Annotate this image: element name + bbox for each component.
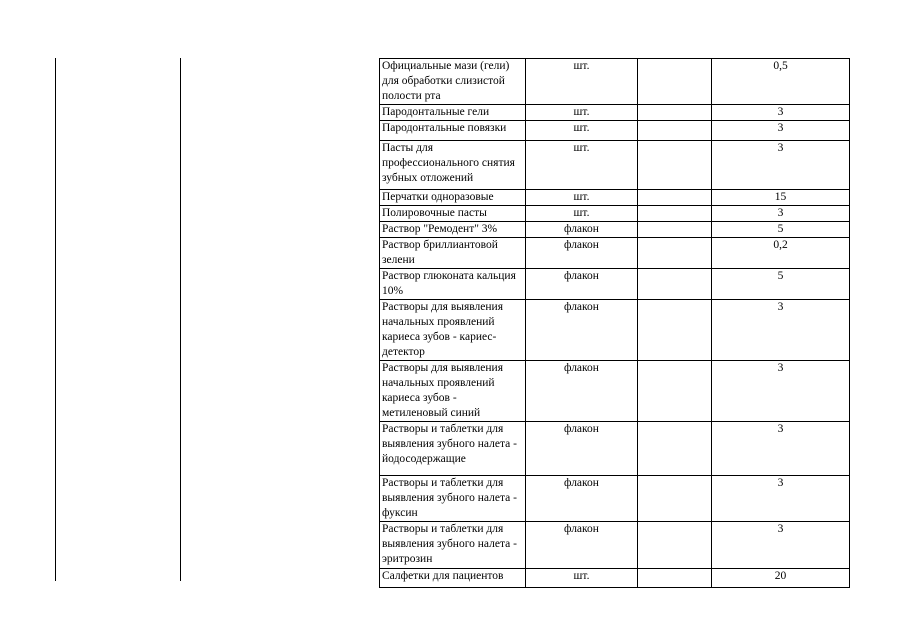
table-row [380,422,850,476]
table-row [380,269,850,300]
quantity-cell: 3 [712,476,850,522]
item-name-cell: Перчатки одноразовые [380,190,526,206]
empty-cell [638,59,712,105]
quantity-cell: 3 [712,141,850,190]
empty-cell [638,121,712,141]
quantity-cell: 5 [712,222,850,238]
empty-cell [638,238,712,269]
quantity-cell: 0,5 [712,59,850,105]
table-row [380,300,850,361]
table-row [380,238,850,269]
table-row [380,206,850,222]
item-name-cell: Растворы для выявления начальных проявлений кариеса зубов - метиленовый синий [380,361,526,422]
table-row [380,569,850,588]
unit-cell: флакон [526,422,638,476]
empty-cell [638,269,712,300]
item-name-cell: Растворы и таблетки для выявления зубного налета - эритрозин [380,522,526,569]
item-name-cell: Раствор "Ремодент" 3% [380,222,526,238]
empty-cell [638,522,712,569]
middle-column-border [180,58,181,581]
unit-cell: флакон [526,222,638,238]
quantity-cell: 0,2 [712,238,850,269]
table-row [380,190,850,206]
item-name-cell: Раствор бриллиантовой зелени [380,238,526,269]
empty-cell [638,300,712,361]
table-row [380,105,850,121]
empty-cell [638,422,712,476]
quantity-cell: 3 [712,121,850,141]
empty-cell [638,141,712,190]
empty-cell [638,222,712,238]
quantity-cell: 20 [712,569,850,588]
quantity-cell: 3 [712,361,850,422]
empty-cell [638,361,712,422]
table-row [380,476,850,522]
item-name-cell: Официальные мази (гели) для обработки слизистой полости рта [380,59,526,105]
quantity-cell: 5 [712,269,850,300]
quantity-cell: 3 [712,105,850,121]
unit-cell: шт. [526,206,638,222]
supplies-table [379,58,850,588]
unit-cell: флакон [526,238,638,269]
unit-cell: шт. [526,141,638,190]
left-column-border [55,58,56,581]
table-row [380,361,850,422]
quantity-cell: 3 [712,206,850,222]
quantity-cell: 15 [712,190,850,206]
unit-cell: шт. [526,105,638,121]
unit-cell: флакон [526,300,638,361]
table-row [380,222,850,238]
item-name-cell: Раствор глюконата кальция 10% [380,269,526,300]
item-name-cell: Полировочные пасты [380,206,526,222]
unit-cell: шт. [526,121,638,141]
quantity-cell: 3 [712,422,850,476]
empty-cell [638,105,712,121]
table-row [380,522,850,569]
item-name-cell: Пасты для профессионального снятия зубных отложений [380,141,526,190]
table-row [380,141,850,190]
unit-cell: флакон [526,476,638,522]
unit-cell: шт. [526,190,638,206]
quantity-cell: 3 [712,522,850,569]
table-row [380,121,850,141]
quantity-cell: 3 [712,300,850,361]
item-name-cell: Растворы для выявления начальных проявлений кариеса зубов - кариес-детектор [380,300,526,361]
unit-cell: флакон [526,522,638,569]
empty-cell [638,476,712,522]
unit-cell: шт. [526,59,638,105]
empty-cell [638,206,712,222]
item-name-cell: Растворы и таблетки для выявления зубного налета - фуксин [380,476,526,522]
unit-cell: шт. [526,569,638,588]
unit-cell: флакон [526,269,638,300]
empty-cell [638,190,712,206]
item-name-cell: Пародонтальные гели [380,105,526,121]
table-row [380,59,850,105]
unit-cell: флакон [526,361,638,422]
item-name-cell: Пародонтальные повязки [380,121,526,141]
empty-cell [638,569,712,588]
item-name-cell: Салфетки для пациентов [380,569,526,588]
item-name-cell: Растворы и таблетки для выявления зубного налета - йодосодержащие [380,422,526,476]
